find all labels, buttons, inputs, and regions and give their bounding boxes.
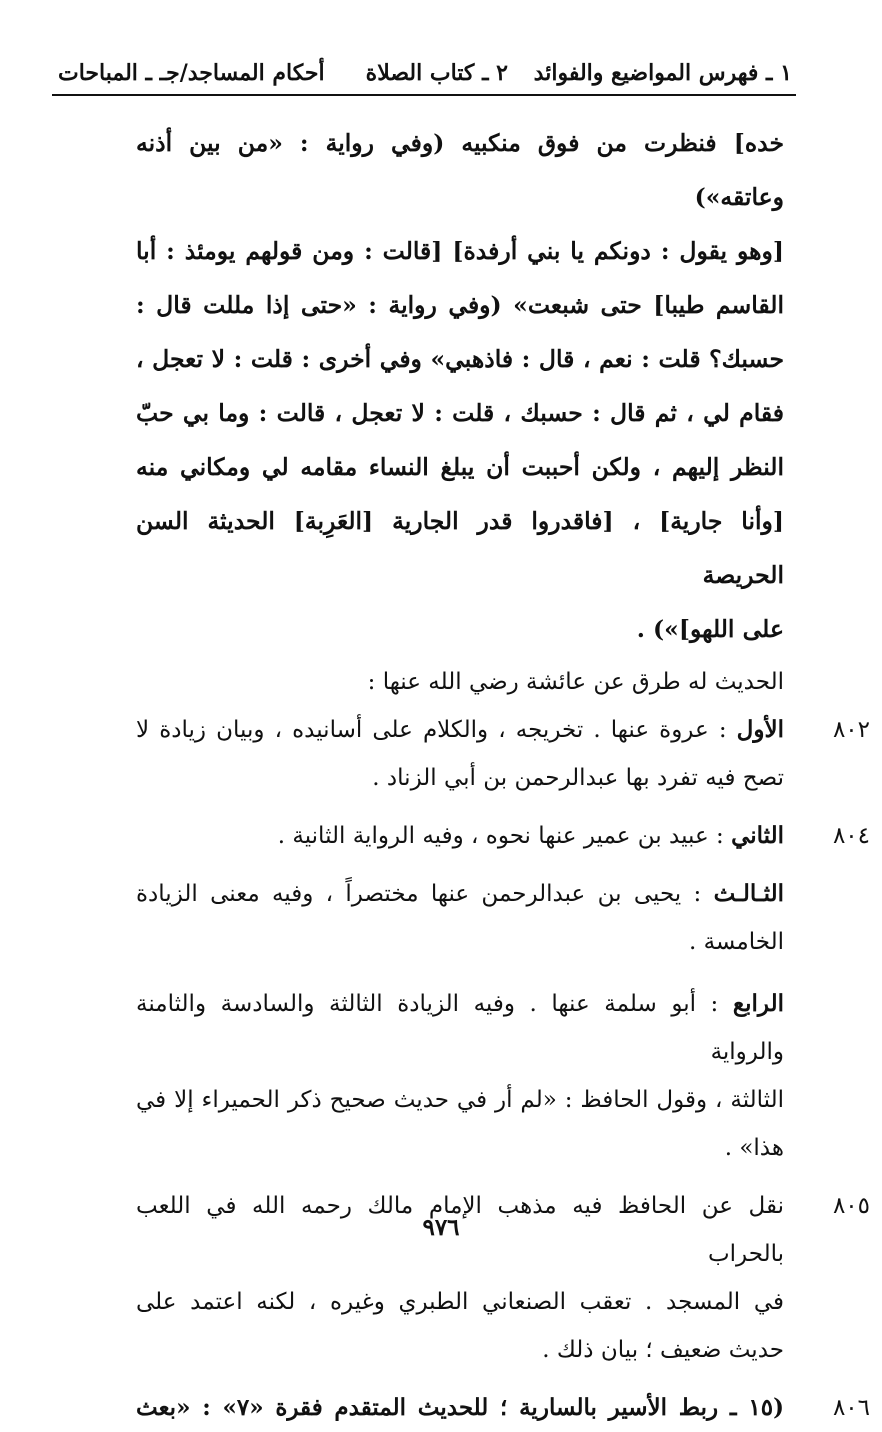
header-section-index: ١ ـ فهرس المواضيع والفوائد: [533, 60, 792, 86]
entry-number: ٨٠٥: [832, 1193, 870, 1219]
index-entry: [136, 870, 784, 966]
entry-text: : عروة عنها . تخريجه ، والكلام على أسانيده ، وبيان زيادة لا: [136, 717, 737, 743]
running-header: [52, 56, 796, 96]
entry-line: [136, 706, 784, 754]
entry-line: [136, 812, 784, 860]
entry-text: : يحيى بن عبدالرحمن عنها مختصراً ، وفيه معنى الزيادة: [136, 881, 714, 907]
entry-line: الثالثة ، وقول الحافظ : «لم أر في حديث صحيح ذكر الحميراء إلا في: [136, 1087, 784, 1113]
index-entry: [136, 1182, 870, 1374]
hadith-line: على اللهو]») .: [636, 615, 784, 643]
hadith-line: النظر إليهم ، ولكن أحببت أن يبلغ النساء مقامه لي ومكاني منه: [136, 453, 784, 481]
index-entries: [136, 658, 870, 1432]
hadith-line: خده] فنظرت من فوق منكبيه (وفي رواية : «من بين أذنه وعاتقه»): [136, 129, 784, 211]
hadith-line: [وأنا جارية] ، [فاقدروا قدر الجارية [العَرِبة] الحديثة السن الحريصة: [136, 507, 784, 589]
header-section-chapter: أحكام المساجد/جـ ـ المباحات: [58, 60, 325, 86]
entry-line: (١٥ ـ ربط الأسير بالسارية ؛ للحديث المتقدم فقرة «٧» : «بعث: [136, 1394, 784, 1421]
entry-line: [136, 870, 784, 918]
entry-number: ٨٠٢: [832, 717, 870, 743]
index-entry: [136, 1384, 870, 1432]
entry-lead: الأول: [736, 716, 784, 743]
index-entry: [136, 706, 870, 802]
index-entry: [136, 980, 784, 1172]
hadith-text: [136, 116, 784, 656]
hadith-line: القاسم طيبا] حتى شبعت» (وفي رواية : «حتى إذا مللت قال :: [136, 291, 784, 319]
entry-line: تصح فيه تفرد بها عبدالرحمن بن أبي الزناد .: [372, 765, 784, 791]
entry-text: : عبيد بن عمير عنها نحوه ، وفيه الرواية الثانية .: [277, 823, 732, 849]
entry-line: [136, 980, 784, 1076]
entry-line: نقل عن الحافظ فيه مذهب الإمام مالك رحمه الله في اللعب بالحراب: [136, 1193, 784, 1267]
entry-line: هذا» .: [724, 1135, 784, 1161]
index-entry: [136, 812, 870, 860]
hadith-line: حسبك؟ قلت : نعم ، قال : فاذهبي» وفي أخرى : قلت : لا تعجل ،: [136, 345, 784, 373]
intro-line: الحديث له طرق عن عائشة رضي الله عنها :: [367, 669, 784, 695]
entry-text: : أبو سلمة عنها . وفيه الزيادة الثالثة والسادسة والثامنة والرواية: [136, 991, 784, 1065]
page-number: ٩٧٦: [422, 1214, 460, 1241]
entry-number: ٨٠٦: [832, 1395, 870, 1421]
entry-lead: الثاني: [731, 822, 784, 849]
entry-lead: الرابع: [732, 990, 784, 1017]
entry-number: ٨٠٤: [832, 823, 870, 849]
entry-line: في المسجد . تعقب الصنعاني الطبري وغيره ، لكنه اعتمد على: [136, 1289, 784, 1315]
entry-line: الخامسة .: [688, 929, 784, 955]
entry-lead: الثـالـث: [713, 880, 784, 907]
hadith-line: فقام لي ، ثم قال : حسبك ، قلت : لا تعجل ، قالت : وما بي حبّ: [136, 399, 784, 427]
header-section-book: ٢ ـ كتاب الصلاة: [365, 60, 508, 86]
hadith-line: [وهو يقول : دونكم يا بني أرفدة] [قالت : ومن قولهم يومئذ : أبا: [136, 237, 784, 265]
entry-line: حديث ضعيف ؛ بيان ذلك .: [542, 1337, 784, 1363]
